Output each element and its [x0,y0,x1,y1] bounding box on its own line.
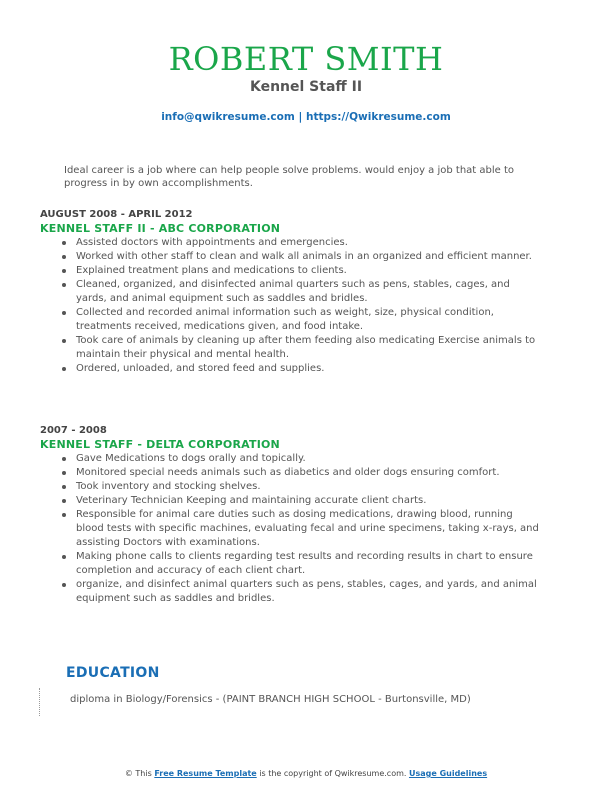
list-item: organize, and disinfect animal quarters such as pens, stables, cages, and yards, and animal equipment such as saddles and bridles. [76,578,540,606]
free-template-link[interactable]: Free Resume Template [154,769,257,778]
list-item: Took care of animals by cleaning up after them feeding also medicating Exercise animals to maintain their physical and mental health. [76,334,540,362]
job-entry [40,424,540,606]
job-dates: 2007 - 2008 [40,425,107,436]
footer-prefix: © This [124,769,152,778]
resume-header [0,40,612,96]
list-item: Making phone calls to clients regarding test results and recording results in chart to ensure completion and accuracy of each client chart. [76,550,540,578]
education-divider [39,688,40,716]
footer-copyright: is the copyright of Qwikresume.com. [259,769,407,778]
education-heading: EDUCATION [66,665,160,681]
job-bullets [40,452,540,606]
contact-line [0,111,612,123]
career-summary: Ideal career is a job where can help people solve problems. would enjoy a job that able to progress in by own accomplishments. [64,165,515,189]
list-item: Assisted doctors with appointments and emergencies. [76,236,540,250]
email-link[interactable]: info@qwikresume.com [161,111,295,123]
contact-separator: | [298,111,303,123]
usage-guidelines-link[interactable]: Usage Guidelines [408,769,488,778]
job-entry [40,208,540,376]
list-item: Explained treatment plans and medications to clients. [76,264,540,278]
list-item: Cleaned, organized, and disinfected animal quarters such as pens, stables, cages, and yards, and animal equipment such as saddles and bridles. [76,278,540,306]
candidate-name: ROBERT SMITH [168,40,444,78]
job-title: KENNEL STAFF II - ABC CORPORATION [40,222,281,235]
list-item: Collected and recorded animal information such as weight, size, physical condition, treatments received, medications given, and food intake. [76,306,540,334]
list-item: Responsible for animal care duties such as dosing medications, drawing blood, running blood tests with specific machines, evaluating fecal and urine specimens, taking x-rays, and assisting Doctors with examinations. [76,509,539,548]
list-item: Monitored special needs animals such as diabetics and older dogs ensuring comfort. [76,466,540,480]
list-item: Took inventory and stocking shelves. [76,480,540,494]
list-item: Gave Medications to dogs orally and topically. [76,452,540,466]
list-item: Ordered, unloaded, and stored feed and supplies. [76,362,540,376]
list-item: Worked with other staff to clean and walk all animals in an organized and efficient manner. [76,250,540,264]
website-link[interactable]: https://Qwikresume.com [305,111,451,123]
list-item: Veterinary Technician Keeping and maintaining accurate client charts. [76,494,540,508]
page-footer [0,769,612,778]
job-title: KENNEL STAFF - DELTA CORPORATION [40,438,280,451]
job-dates: AUGUST 2008 - APRIL 2012 [40,209,193,220]
education-entry: diploma in Biology/Forensics - (PAINT BRANCH HIGH SCHOOL - Burtonsville, MD) [70,694,471,705]
job-bullets [40,236,540,376]
candidate-role: Kennel Staff II [249,79,363,95]
